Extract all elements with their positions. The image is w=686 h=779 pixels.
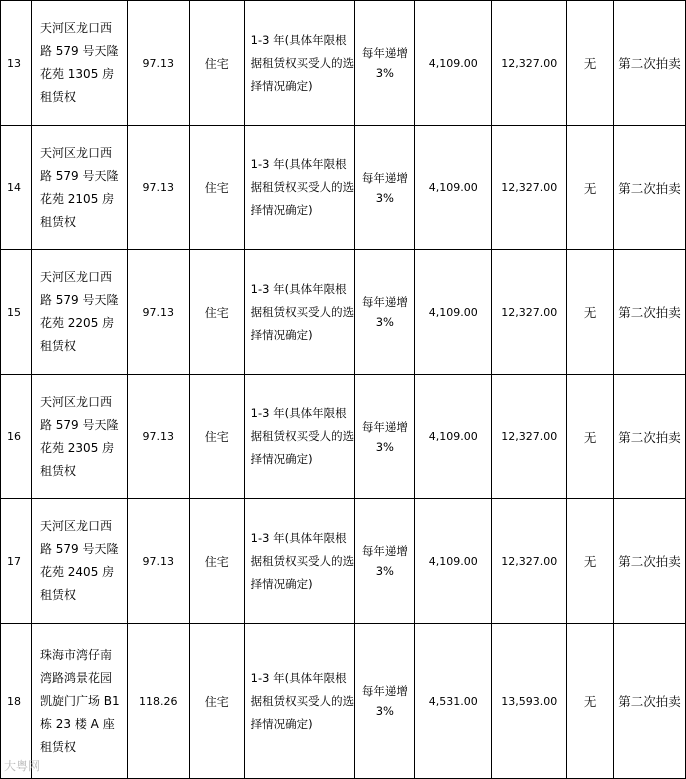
property-address-cell: 天河区龙口西路 579 号天隆花苑 2305 房租赁权: [31, 375, 127, 499]
price-b-cell: 13,593.00: [492, 624, 567, 779]
property-use-cell: 住宅: [189, 1, 244, 126]
property-address-cell: 天河区龙口西路 579 号天隆花苑 2105 房租赁权: [31, 126, 127, 250]
lease-term-cell: 1-3 年(具体年限根据租赁权买受人的选择情况确定): [244, 126, 355, 250]
price-a-cell: 4,109.00: [415, 250, 492, 375]
auction-round-cell: 第二次拍卖: [614, 1, 686, 126]
rent-increase-cell: 每年递增 3%: [355, 250, 415, 375]
extra-value-cell: 无: [567, 250, 614, 375]
lease-term-cell: 1-3 年(具体年限根据租赁权买受人的选择情况确定): [244, 499, 355, 624]
table-row: [1, 375, 686, 499]
property-address-cell: 天河区龙口西路 579 号天隆花苑 2205 房租赁权: [31, 250, 127, 375]
table-row: [1, 126, 686, 250]
price-a-cell: 4,109.00: [415, 375, 492, 499]
property-use-cell: 住宅: [189, 375, 244, 499]
table-row: [1, 250, 686, 375]
table-row: [1, 499, 686, 624]
extra-value-cell: 无: [567, 499, 614, 624]
area-value-cell: 97.13: [127, 499, 189, 624]
row-index-cell: 14: [1, 126, 32, 250]
lease-term-cell: 1-3 年(具体年限根据租赁权买受人的选择情况确定): [244, 624, 355, 779]
auction-round-cell: 第二次拍卖: [614, 624, 686, 779]
table-row: [1, 624, 686, 779]
area-value-cell: 97.13: [127, 250, 189, 375]
extra-value-cell: 无: [567, 624, 614, 779]
price-b-cell: 12,327.00: [492, 126, 567, 250]
area-value-cell: 97.13: [127, 1, 189, 126]
rent-increase-cell: 每年递增 3%: [355, 499, 415, 624]
price-b-cell: 12,327.00: [492, 375, 567, 499]
rent-increase-cell: 每年递增 3%: [355, 1, 415, 126]
auction-round-cell: 第二次拍卖: [614, 499, 686, 624]
row-index-cell: 15: [1, 250, 32, 375]
auction-round-cell: 第二次拍卖: [614, 375, 686, 499]
price-a-cell: 4,109.00: [415, 126, 492, 250]
rent-increase-cell: 每年递增 3%: [355, 126, 415, 250]
rent-increase-cell: 每年递增 3%: [355, 375, 415, 499]
property-use-cell: 住宅: [189, 126, 244, 250]
area-value-cell: 97.13: [127, 126, 189, 250]
auction-round-cell: 第二次拍卖: [614, 250, 686, 375]
watermark: 大粤网: [4, 759, 41, 773]
price-b-cell: 12,327.00: [492, 1, 567, 126]
lease-term-cell: 1-3 年(具体年限根据租赁权买受人的选择情况确定): [244, 250, 355, 375]
extra-value-cell: 无: [567, 375, 614, 499]
extra-value-cell: 无: [567, 126, 614, 250]
property-use-cell: 住宅: [189, 499, 244, 624]
property-address-cell: 天河区龙口西路 579 号天隆花苑 2405 房租赁权: [31, 499, 127, 624]
price-a-cell: 4,531.00: [415, 624, 492, 779]
property-use-cell: 住宅: [189, 250, 244, 375]
property-address-cell: 天河区龙口西路 579 号天隆花苑 1305 房租赁权: [31, 1, 127, 126]
lease-term-cell: 1-3 年(具体年限根据租赁权买受人的选择情况确定): [244, 375, 355, 499]
auction-round-cell: 第二次拍卖: [614, 126, 686, 250]
table-row: [1, 1, 686, 126]
price-b-cell: 12,327.00: [492, 499, 567, 624]
area-value-cell: 118.26: [127, 624, 189, 779]
price-a-cell: 4,109.00: [415, 499, 492, 624]
row-index-cell: 13: [1, 1, 32, 126]
price-a-cell: 4,109.00: [415, 1, 492, 126]
row-index-cell: 16: [1, 375, 32, 499]
property-use-cell: 住宅: [189, 624, 244, 779]
area-value-cell: 97.13: [127, 375, 189, 499]
price-b-cell: 12,327.00: [492, 250, 567, 375]
row-index-cell: 18: [1, 624, 32, 779]
lease-term-cell: 1-3 年(具体年限根据租赁权买受人的选择情况确定): [244, 1, 355, 126]
row-index-cell: 17: [1, 499, 32, 624]
rent-increase-cell: 每年递增 3%: [355, 624, 415, 779]
property-address-cell: 珠海市湾仔南湾路鸿景花园凯旋门广场 B1 栋 23 楼 A 座租赁权: [31, 624, 127, 779]
extra-value-cell: 无: [567, 1, 614, 126]
